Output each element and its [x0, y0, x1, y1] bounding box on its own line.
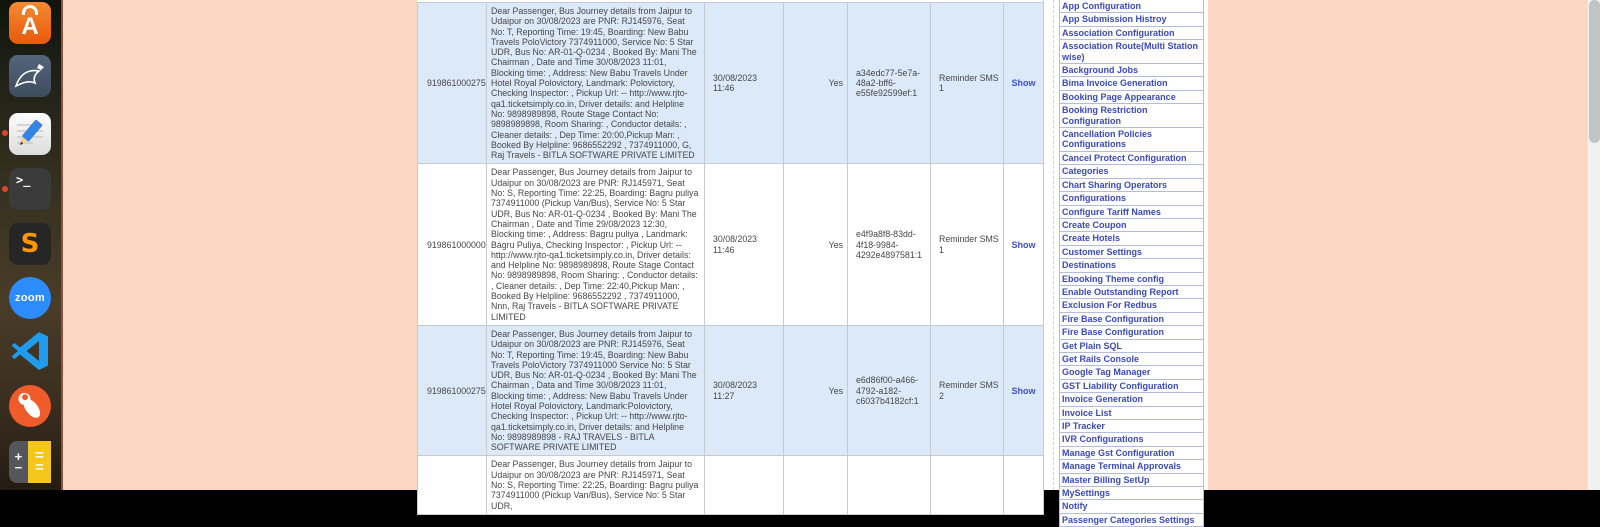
menu-item[interactable]: MySettings	[1059, 486, 1204, 500]
menu-item[interactable]: Booking Restriction Configuration	[1059, 103, 1204, 128]
software-store-icon[interactable]	[9, 2, 51, 44]
table-row	[418, 3, 1044, 164]
bag-handle	[22, 5, 38, 15]
menu-item[interactable]: Invoice List	[1059, 406, 1204, 420]
browser-page	[63, 0, 1600, 525]
menu-item[interactable]: Manage Gst Configuration	[1059, 446, 1204, 460]
cell-confirmed: Yes	[784, 3, 848, 164]
menu-item[interactable]: Cancellation Policies Configurations	[1059, 127, 1204, 152]
dolphin-glyph	[12, 60, 48, 92]
show-link[interactable]: Show	[1011, 385, 1036, 396]
sublime-text-icon[interactable]	[9, 223, 51, 265]
dock	[0, 0, 61, 490]
plus-glyph: +	[14, 449, 23, 464]
menu-item[interactable]: Master Billing SetUp	[1059, 473, 1204, 487]
zoom-wordmark: zoom	[15, 292, 45, 304]
menu-item[interactable]: Google Tag Manager	[1059, 365, 1204, 379]
menu-item[interactable]: Configurations	[1059, 191, 1204, 205]
cell-sms-type	[931, 456, 1004, 514]
sms-table-body	[418, 3, 1044, 515]
cell-sms-type: Reminder SMS 2	[931, 325, 1004, 456]
show-link[interactable]: Show	[1011, 239, 1036, 250]
menu-item[interactable]: Ebooking Theme config	[1059, 272, 1204, 286]
pencil-glyph	[9, 113, 51, 155]
cell-sms-type: Reminder SMS 1	[931, 164, 1004, 325]
sublime-s-glyph: S	[20, 229, 40, 259]
cell-message: Dear Passenger, Bus Journey details from Jaipur to Udaipur on 30/08/2023 are PNR: RJ145971, Seat No: S, Reporting Time: 22:25, Boarding: Bagru puliya 7374911000 (Pickup Van/Bus), Service No: 5 Star UDR,	[487, 456, 705, 514]
minus-glyph: −	[14, 460, 23, 475]
terminal-icon[interactable]	[9, 168, 51, 210]
config-menu	[1059, 0, 1204, 527]
table-row	[418, 164, 1044, 325]
table-row	[418, 325, 1044, 456]
cell-message-id: a34edc77-5e7a-48a2-bff6-e55fe92599ef:1	[848, 3, 931, 164]
cell-action	[1004, 164, 1044, 325]
menu-item[interactable]: Notify	[1059, 499, 1204, 513]
cell-message-id: e4f9a8f8-83dd-4f18-9984-4292e4897581:1	[848, 164, 931, 325]
scrollbar-thumb[interactable]	[1589, 0, 1600, 143]
text-editor-running-dot	[2, 130, 8, 136]
cell-phone: 919861000275	[418, 325, 487, 456]
menu-item[interactable]: Destinations	[1059, 258, 1204, 272]
table-row	[418, 456, 1044, 514]
menu-item[interactable]: App Submission Histroy	[1059, 12, 1204, 26]
cell-sent-at: 30/08/2023 11:46	[705, 3, 784, 164]
menu-item[interactable]: Background Jobs	[1059, 63, 1204, 77]
calculator-icon[interactable]	[9, 441, 51, 483]
cell-sent-at: 30/08/2023 11:46	[705, 164, 784, 325]
menu-item[interactable]: Exclusion For Redbus	[1059, 298, 1204, 312]
menu-item[interactable]: Get Plain SQL	[1059, 339, 1204, 353]
calculator-right-pane	[28, 441, 51, 483]
zoom-icon[interactable]	[9, 277, 51, 319]
software-store-letter: A	[21, 13, 39, 40]
menu-item[interactable]: Cancel Protect Configuration	[1059, 151, 1204, 165]
menu-item[interactable]: Create Hotels	[1059, 231, 1204, 245]
cell-confirmed: Yes	[784, 325, 848, 456]
menu-item[interactable]: Passenger Categories Settings	[1059, 513, 1204, 527]
astronaut-glyph	[9, 385, 51, 427]
cell-confirmed	[784, 456, 848, 514]
cell-sent-at: 30/08/2023 11:27	[705, 325, 784, 456]
panel-divider-line	[1053, 0, 1054, 490]
terminal-running-dot	[2, 186, 8, 192]
menu-item[interactable]: Chart Sharing Operators	[1059, 178, 1204, 192]
cell-message: Dear Passenger, Bus Journey details from Jaipur to Udaipur on 30/08/2023 are PNR: RJ145976, Seat No: T, Reporting Time: 19:45, Boarding: New Babu Travels PoloVictory 7374911000 Service No: 5 Star UDR, Bus No: AR-01-Q-0234 , Booked By: Mani The Chairman , Data and Time 30/08/2023 11:01, Blocking time: , Address: New Babu Travels Under Hotel Royal Polovictory, Landmark:Polovictory, Checking Inspector: , Pickup Url: -- http://www.rjto-qa1.ticketsimply.co.in, Driver details: and Helpline No: 9898989898 - RAJ TRAVELS - BITLA SOFTWARE PRIVATE LIMITED	[487, 325, 705, 456]
cell-message-id	[848, 456, 931, 514]
equals-glyph: =	[35, 459, 44, 476]
equals-glyph: =	[35, 447, 44, 464]
menu-item[interactable]: GST Liability Configuration	[1059, 379, 1204, 393]
menu-item[interactable]: Categories	[1059, 164, 1204, 178]
cell-message: Dear Passenger, Bus Journey details from Jaipur to Udaipur on 30/08/2023 are PNR: RJ145976, Seat No: T, Reporting Time: 19:45, Boarding: New Babu Travels PoloVictory 7374911000, Service No: 5 Star UDR, Bus No: AR-01-Q-0234 , Booked By: Mani The Chairman , Date and Time 30/08/2023 11:01, Blocking time: , Address: New Babu Travels Under Hotel Royal Polovictory, Landmark: Polovictory, Checking Inspector: , Pickup Url: -- http://www.rjto-qa1.ticketsimply.co.in, Driver details: and Helpline No: 9898989898, Route Stage Contact No: 9898989898, Room Sharing: , Conductor details: , Cleaner details: , Dep Time: 20:00,Pickup Man: , Booked By Helpline: 9686552292 , 7374911000, G, Raj Travels - BITLA SOFTWARE PRIVATE LIMITED	[487, 3, 705, 164]
cell-action	[1004, 3, 1044, 164]
menu-item[interactable]: Booking Page Appearance	[1059, 90, 1204, 104]
show-link[interactable]: Show	[1011, 78, 1036, 89]
postman-icon[interactable]	[9, 385, 51, 427]
menu-item[interactable]: IP Tracker	[1059, 419, 1204, 433]
mysql-workbench-icon[interactable]	[9, 55, 51, 97]
menu-item[interactable]: Manage Terminal Approvals	[1059, 459, 1204, 473]
terminal-prompt-glyph: >_	[16, 173, 31, 187]
cell-message: Dear Passenger, Bus Journey details from Jaipur to Udaipur on 30/08/2023 are PNR: RJ145971, Seat No: S, Reporting Time: 22:25, Boarding: Bagru puliya 7374911000 (Pickup Van/Bus), Service No: 5 Star UDR, Bus No: AR-01-Q-0234 , Booked By: Mani The Chairman , Date and Time 29/08/2023 12:30, Blocking time: , Address: Bagru puliya , Landmark: Bagru Puliya, Checking Inspector: , Pickup Url: -- http://www.rjto-qa1.ticketsimply.co.in, Driver details: and Helpline No: 9898989898, Route Stage Contact No: 9898989898, Room Sharing: , Conductor details: , Cleaner details: , Dep Time: 22:40,Pickup Man: , Booked By Helpline: 9686552292 , 7374911000, Nnn, Raj Travels - BITLA SOFTWARE PRIVATE LIMITED	[487, 164, 705, 325]
cell-sent-at	[705, 456, 784, 514]
cell-phone	[418, 456, 487, 514]
text-editor-icon[interactable]	[9, 113, 51, 155]
menu-item[interactable]: Association Configuration	[1059, 26, 1204, 40]
menu-item[interactable]: Get Rails Console	[1059, 352, 1204, 366]
cell-phone: 919861000000	[418, 164, 487, 325]
menu-item[interactable]: Invoice Generation	[1059, 392, 1204, 406]
cell-sms-type: Reminder SMS 1	[931, 3, 1004, 164]
cell-action	[1004, 456, 1044, 514]
menu-item[interactable]: Fire Base Configuration	[1059, 325, 1204, 339]
sms-log-table	[417, 2, 1044, 515]
cell-confirmed: Yes	[784, 164, 848, 325]
menu-item[interactable]: Create Coupon	[1059, 218, 1204, 232]
menu-item[interactable]: Bima Invoice Generation	[1059, 76, 1204, 90]
cell-action	[1004, 325, 1044, 456]
menu-item[interactable]: Configure Tariff Names	[1059, 205, 1204, 219]
cell-message-id: e6d86f00-a466-4792-a182-c6037b4182cf:1	[848, 325, 931, 456]
calculator-left-pane	[9, 441, 28, 483]
cell-phone: 919861000275	[418, 3, 487, 164]
menu-item[interactable]: App Configuration	[1059, 0, 1204, 13]
page-scrollbar[interactable]	[1587, 0, 1600, 490]
menu-item[interactable]: Enable Outstanding Report	[1059, 285, 1204, 299]
menu-item[interactable]: Association Route(Multi Station wise)	[1059, 39, 1204, 64]
menu-item[interactable]: IVR Configurations	[1059, 432, 1204, 446]
vscode-icon[interactable]	[9, 330, 51, 372]
vscode-glyph	[9, 330, 51, 372]
menu-item[interactable]: Fire Base Configuration	[1059, 312, 1204, 326]
menu-item[interactable]: Customer Settings	[1059, 245, 1204, 259]
